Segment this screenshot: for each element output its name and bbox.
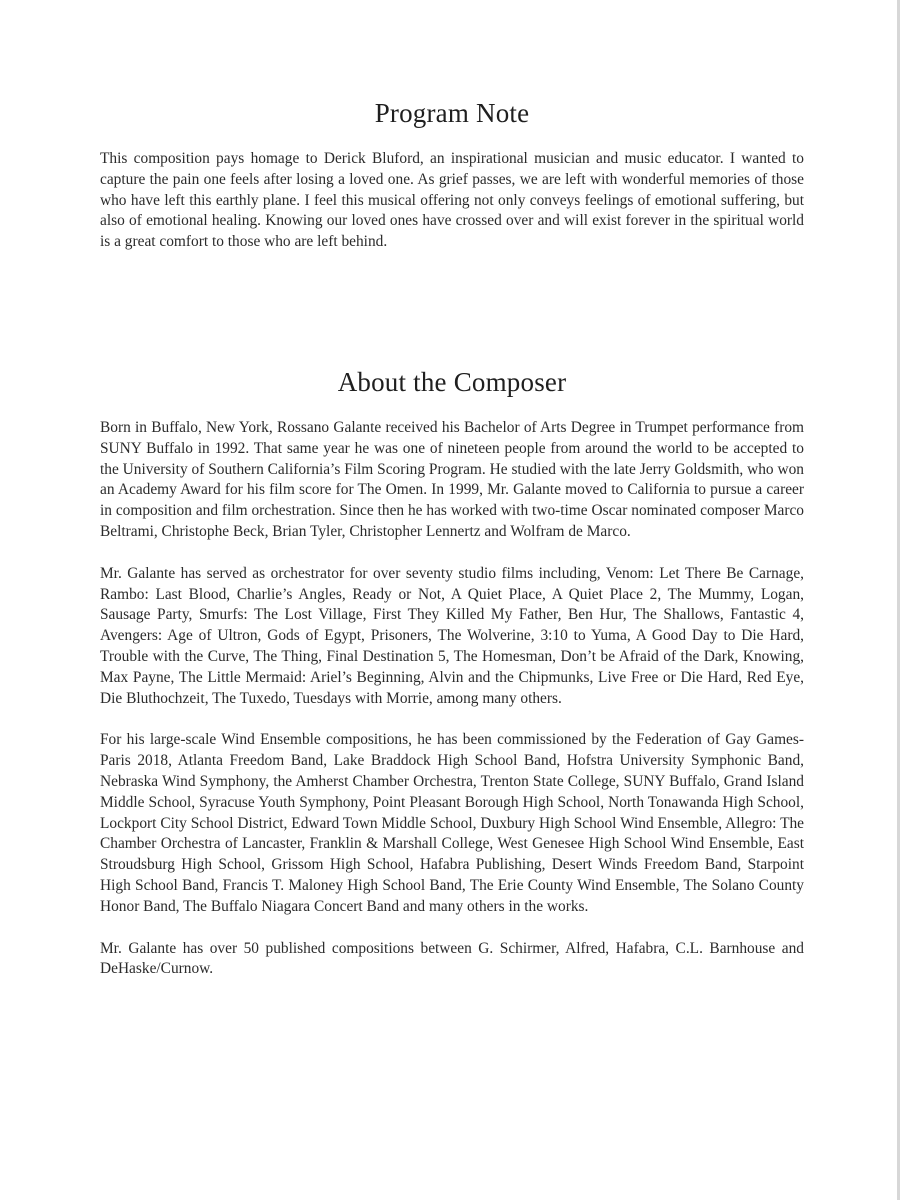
program-note-body: This composition pays homage to Derick Bluford, an inspirational musician and music educator. I wanted to capture the pain one feels after losing a loved one. As grief passes, we are left with wonderful memories of those who have left this earthly plane. I feel this musical offering not only conveys feelings of emotional suffering, but also of emotional healing. Knowing our loved ones have crossed over and will exist forever in the spiritual world is a great comfort to those who are left behind.: [100, 150, 804, 251]
orchestration-credits-paragraph: Mr. Galante has served as orchestrator for over seventy studio films including, Venom: Let There Be Carnage, Rambo: Last Blood, Charlie’s Angles, Ready or Not, A Quiet Place, A Quiet Place 2, The Mummy, Logan, Sausage Party, Smurfs: The Lost Village, First They Killed My Father, Ben Hur, The Shallows, Fantastic 4, Avengers: Age of Ultron, Gods of Egypt, Prisoners, The Wolverine, 3:10 to Yuma, A Good Day to Die Hard, Trouble with the Curve, The Thing, Final Destination 5, The Homesman, Don’t be Afraid of the Dark, Knowing, Max Payne, The Little Mermaid: Ariel’s Beginning, Alvin and the Chipmunks, Live Free or Die Hard, Red Eye, Die Bluthochzeit, The Tuxedo, Tuesdays with Morrie, among many others.: [100, 564, 804, 707]
about-composer-section: [100, 367, 804, 980]
publications-paragraph: Mr. Galante has over 50 published compositions between G. Schirmer, Alfred, Hafabra, C.L. Barnhouse and DeHaske/Curnow.: [100, 939, 804, 978]
commissions-paragraph: For his large-scale Wind Ensemble compositions, he has been commissioned by the Federation of Gay Games-Paris 2018, Atlanta Freedom Band, Lake Braddock High School Band, Hofstra University Symphonic Band, Nebraska Wind Symphony, the Amherst Chamber Orchestra, Trenton State College, SUNY Buffalo, Grand Island Middle School, Syracuse Youth Symphony, Point Pleasant Borough High School, North Tonawanda High School, Lockport City School District, Edward Town Middle School, Duxbury High School Wind Ensemble, Allegro: The Chamber Orchestra of Lancaster, Franklin & Marshall College, West Genesee High School Wind Ensemble, East Stroudsburg High School, Grissom High School, Hafabra Publishing, Desert Winds Freedom Band, Starpoint High School Band, Francis T. Maloney High School Band, The Erie County Wind Ensemble, The Solano County Honor Band, The Buffalo Niagara Concert Band and many others in the works.: [100, 731, 804, 915]
program-note-title: Program Note: [374, 98, 530, 128]
about-composer-title: About the Composer: [337, 367, 567, 397]
composer-bio-paragraph: Born in Buffalo, New York, Rossano Galante received his Bachelor of Arts Degree in Trumpet performance from SUNY Buffalo in 1992. That same year he was one of nineteen people from around the world to be accepted to the University of Southern California’s Film Scoring Program. He studied with the late Jerry Goldsmith, who won an Academy Award for his film score for The Omen. In 1999, Mr. Galante moved to California to pursue a career in composition and film orchestration. Since then he has worked with two-time Oscar nominated composer Marco Beltrami, Christophe Beck, Brian Tyler, Christopher Lennertz and Wolfram de Marco.: [100, 419, 804, 540]
program-note-section: [100, 98, 804, 253]
